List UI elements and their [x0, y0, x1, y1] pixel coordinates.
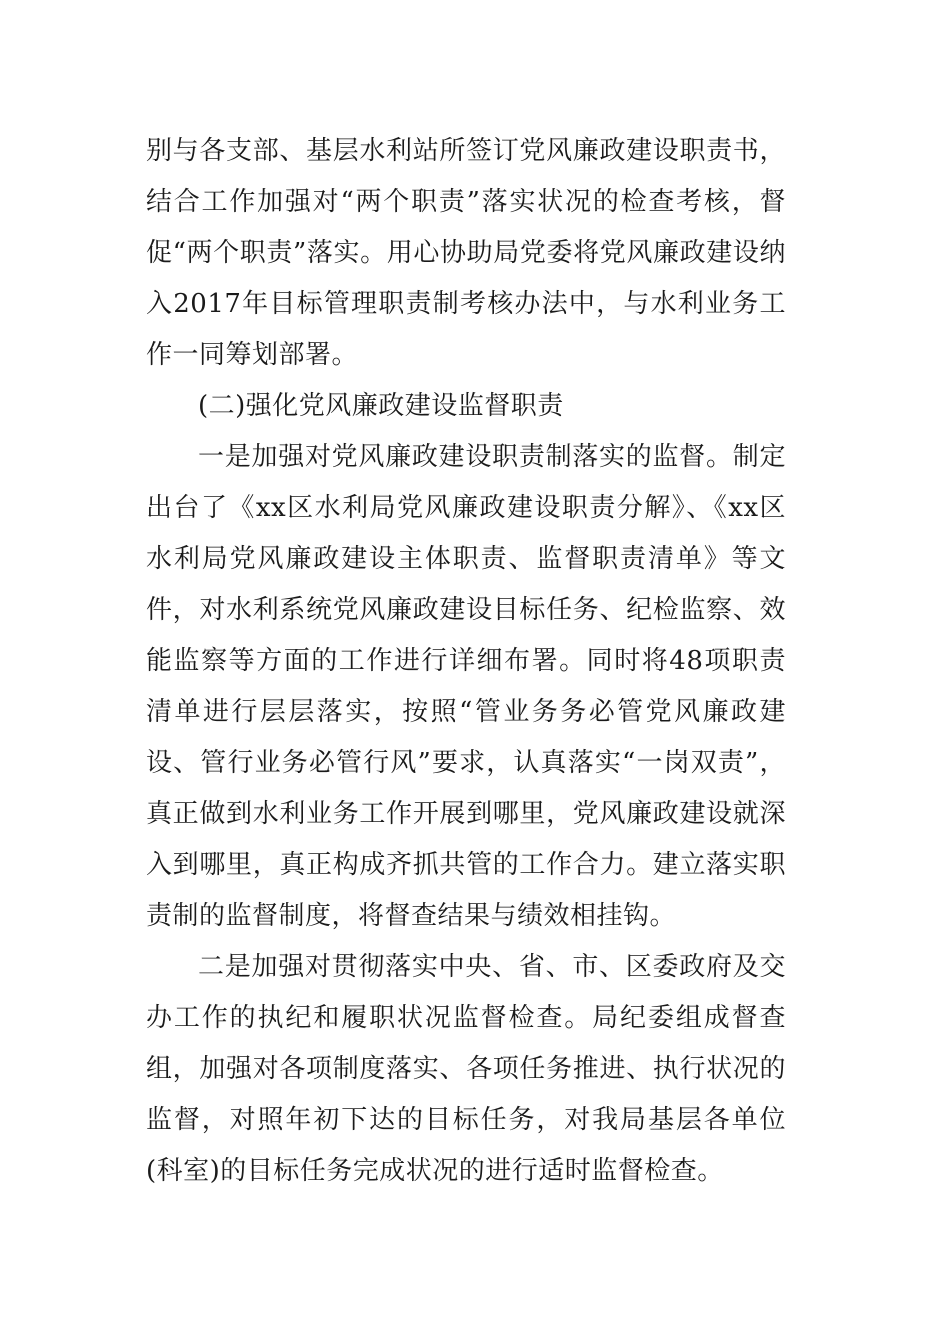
paragraph-first-point: 一是加强对党风廉政建设职责制落实的监督。制定出台了《xx区水利局党风廉政建设职责分解》、《xx区水利局党风廉政建设主体职责、监督职责清单》等文件，对水利系统党风廉政建设目标任务、纪检监察、效能监察等方面的工作进行详细布署。同时将48项职责清单进行层层落实，按照“管业务务必管党风廉政建设、管行业务必管行风”要求，认真落实“一岗双责”，真正做到水利业务工作开展到哪里，党风廉政建设就深入到哪里，真正构成齐抓共管的工作合力。建立落实职责制的监督制度，将督查结果与绩效相挂钩。	[146, 442, 786, 931]
paragraph-continuation: 别与各支部、基层水利站所签订党风廉政建设职责书，结合工作加强对“两个职责”落实状况的检查考核，督促“两个职责”落实。用心协助局党委将党风廉政建设纳入2017年目标管理职责制考核办法中，与水利业务工作一同筹划部署。	[146, 136, 786, 370]
document-body	[146, 126, 786, 1197]
paragraph-second-point: 二是加强对贯彻落实中央、省、市、区委政府及交办工作的执纪和履职状况监督检查。局纪委组成督查组，加强对各项制度落实、各项任务推进、执行状况的监督，对照年初下达的目标任务，对我局基层各单位(科室)的目标任务完成状况的进行适时监督检查。	[146, 952, 786, 1186]
section-heading: (二)强化党风廉政建设监督职责	[198, 391, 564, 421]
